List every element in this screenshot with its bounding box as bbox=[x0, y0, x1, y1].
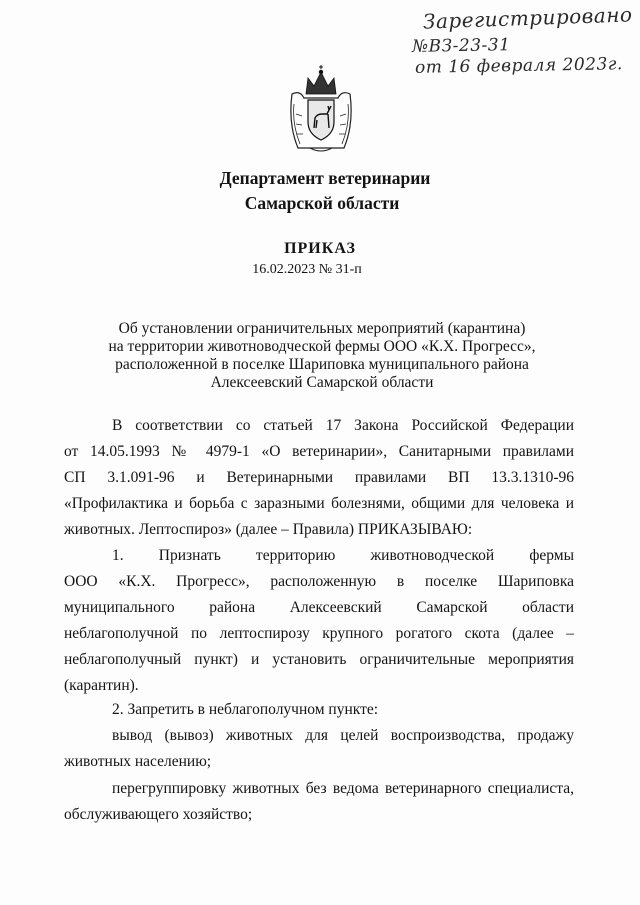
paragraph-line: СП 3.1.091-96 и Ветеринарными правилами ВП 13.3.1310-96 bbox=[64, 469, 574, 486]
document-subject bbox=[80, 320, 564, 392]
paragraph-line: животных. Лептоспироз» (далее – Правила) ПРИКАЗЫВАЮ: bbox=[64, 521, 473, 538]
subject-line: расположенной в поселке Шариповка муниципального района bbox=[115, 356, 529, 373]
paragraph-line: от 14.05.1993 № 4979-1 «О ветеринарии», Санитарными правилами bbox=[64, 443, 574, 460]
order-item-2-prohibition-2 bbox=[64, 776, 574, 828]
paragraph-line: 1. Признать территорию животноводческой фермы bbox=[112, 547, 574, 564]
intro-paragraph bbox=[64, 413, 574, 543]
paragraph-line: В соответствии со статьей 17 Закона Российской Федерации bbox=[112, 417, 574, 434]
paragraph-line: 2. Запретить в неблагополучном пункте: bbox=[112, 701, 379, 718]
paragraph-line: неблагополучный пункт) и установить ограничительные мероприятия bbox=[64, 651, 574, 668]
subject-line: Алексеевский Самарской области bbox=[210, 374, 434, 391]
order-item-2-prohibition-1 bbox=[64, 723, 574, 775]
order-item-1 bbox=[64, 543, 574, 699]
handwritten-registration-line1: Зарегистрировано bbox=[422, 2, 633, 34]
coat-of-arms-emblem bbox=[284, 64, 358, 154]
paragraph-line: обслуживающего хозяйство; bbox=[64, 806, 253, 823]
paragraph-line: перегруппировку животных без ведома ветеринарного специалиста, bbox=[112, 780, 574, 797]
paragraph-line: животных населению; bbox=[64, 753, 212, 770]
paragraph-line: «Профилактика и борьба с заразными болезнями, общими для человека и bbox=[64, 495, 574, 512]
paragraph-line: неблагополучной по лептоспирозу крупного рогатого скота (далее – bbox=[64, 625, 574, 642]
subject-line: Об установлении ограничительных мероприятий (карантина) bbox=[118, 320, 526, 337]
paragraph-line: ООО «К.Х. Прогресс», расположенную в поселке Шариповка bbox=[64, 573, 574, 590]
document-date-number: 16.02.2023 № 31-п bbox=[252, 262, 362, 277]
subject-line: на территории животноводческой фермы ООО «К.Х. Прогресс», bbox=[108, 338, 536, 355]
handwritten-registration-date: от 16 февраля 2023г. bbox=[414, 54, 623, 78]
organization-region: Самарской области bbox=[244, 193, 400, 213]
organization-name: Департамент ветеринарии bbox=[219, 168, 431, 188]
handwritten-registration-number: №ВЗ-23-31 bbox=[411, 35, 511, 57]
paragraph-line: вывод (вывоз) животных для целей воспроизводства, продажу bbox=[112, 727, 574, 744]
document-type: ПРИКАЗ bbox=[284, 240, 356, 257]
order-item-2 bbox=[64, 697, 574, 723]
paragraph-line: муниципального района Алексеевский Самарской области bbox=[64, 599, 574, 616]
paragraph-line: (карантин). bbox=[64, 677, 139, 694]
